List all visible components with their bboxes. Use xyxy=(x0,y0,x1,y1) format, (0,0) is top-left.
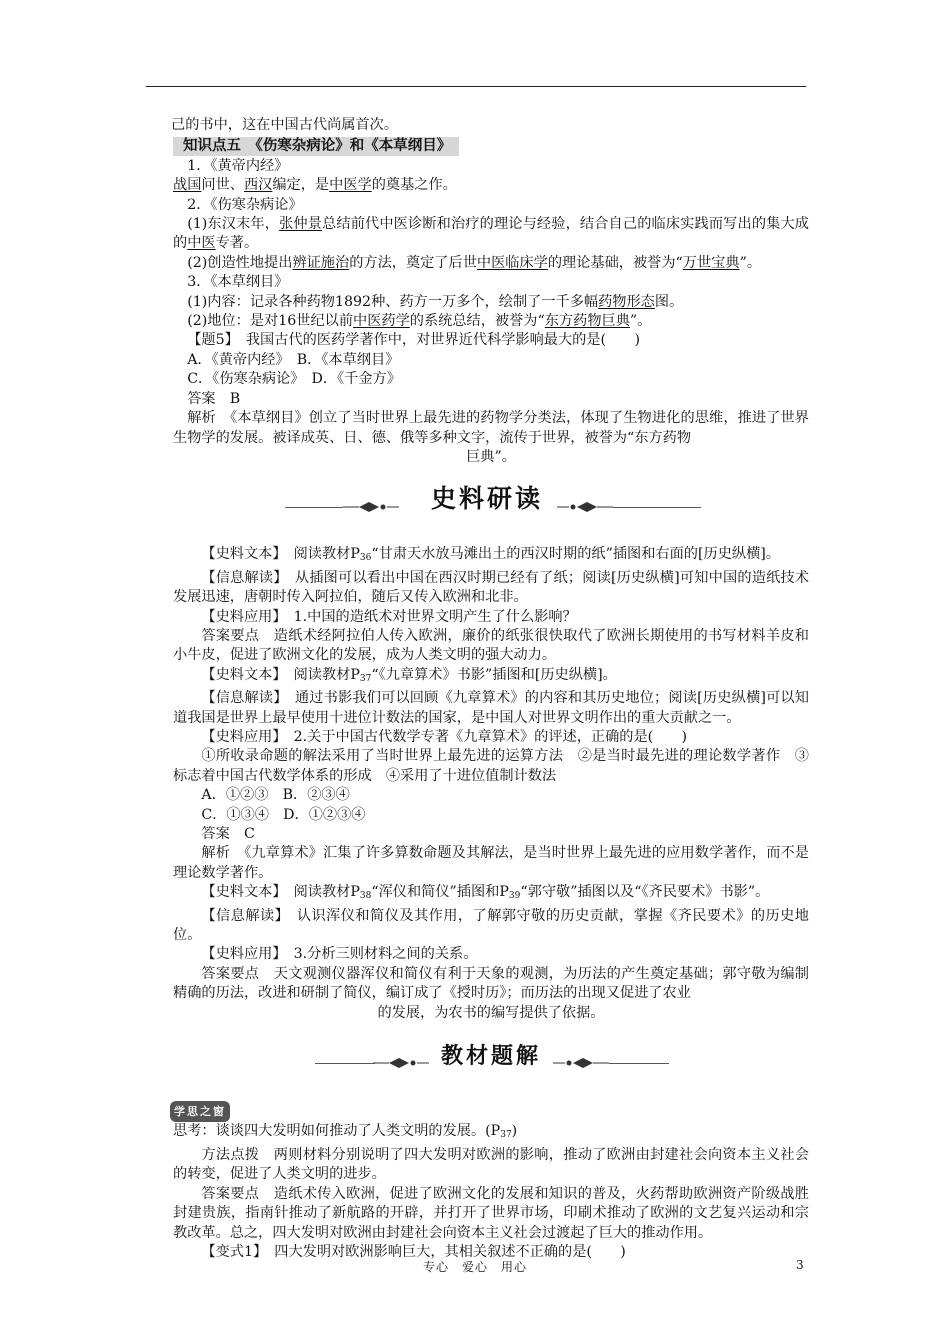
section-title: 教材题解 xyxy=(441,1044,542,1070)
option-ab: A．①②③ B．②③④ xyxy=(201,787,350,804)
section-banner-sources xyxy=(173,483,809,533)
document-body xyxy=(173,116,809,1262)
ornament-icon xyxy=(553,1055,609,1071)
page-number: 3 xyxy=(796,1258,804,1272)
ornament-icon xyxy=(557,499,613,515)
banner-line-left xyxy=(285,507,343,508)
banner-line-right xyxy=(609,1063,669,1064)
info-reading-3: 【信息解读】 认识浑仪和简仪及其作用，了解郭守敬的历史贡献，掌握《齐民要术》的历史地位。 xyxy=(173,907,809,944)
answer: 答案 B xyxy=(187,390,241,407)
method-tip: 方法点拨 两则材料分别说明了四大发明对欧洲的影响，推动了欧洲由封建社会向资本主义社会的转变，促进了人类文明的进步。 xyxy=(173,1146,809,1183)
explanation: 解析 《九章算术》汇集了许多算数命题及其解法，是当时世界上最先进的应用数学著作，而不是理论数学著作。 xyxy=(173,845,809,881)
banner-line-right xyxy=(613,507,701,508)
footer-slogan: 专心 爱心 用心 xyxy=(422,1260,527,1274)
source-reading xyxy=(173,545,809,1023)
info-reading-2: 【信息解读】 通过书影我们可以回顾《九章算术》的内容和其历史地位；阅读[历史纵横]可以知道我国是世界上最早使用十进位计数法的国家，是中国人对世界文明作出的重大贡献之一。 xyxy=(173,690,809,726)
banner-line-left xyxy=(315,1063,375,1064)
source-text-1: 【史料文本】 阅读教材$P_{36}“$甘肃天水放马滩出土的西汉时期的纸”插图和右面的[历史纵横]。 xyxy=(201,546,781,564)
textbook-answers xyxy=(173,1101,809,1262)
question-5: 【题5】 我国古代的医药学著作中，对世界近代科学影响最大的是( ) xyxy=(187,332,640,349)
item-2: 2．《伤寒杂病论》 xyxy=(187,196,303,213)
header-rule xyxy=(146,86,806,87)
section-title: 史料研读 xyxy=(431,484,544,514)
option-cd: C．①③④ D．①②③④ xyxy=(201,806,366,823)
answer-points-3-end: 的发展，为农书的编写提供了依据。 xyxy=(377,1004,605,1021)
source-text-2: 【史料文本】 阅读教材$P_{37}“$《九章算术》书影”插图和[历史纵横]。 xyxy=(201,666,617,684)
option-cd: C．《伤寒杂病论》 D．《千金方》 xyxy=(187,371,401,388)
item-3-detail-1: (1)内容：记录各种药物1892种、药方一万多个，绘制了一千多幅药物形态图。 xyxy=(187,293,684,310)
think-question: 思考：谈谈四大发明如何推动了人类文明的发展。$(P_{37})$ xyxy=(173,1123,518,1141)
answer: 答案 C xyxy=(201,826,255,842)
ornament-icon xyxy=(343,499,399,515)
item-2-detail-1: (1)东汉末年，张仲景总结前代中医诊断和治疗的理论与经验，结合自己的临床实践而写出的集大成的中医专著。 xyxy=(173,216,809,252)
item-3-detail-2: (2)地位：是对16世纪以前中医药学的系统总结，被誉为“东方药物巨典”。 xyxy=(187,313,652,330)
option-ab: A．《黄帝内经》 B．《本草纲目》 xyxy=(187,351,400,368)
study-window-badge: 学思之窗 xyxy=(170,1101,230,1122)
choices-2: ①所收录命题的解法采用了当时世界上最先进的运算方法 ②是当时最先进的理论数学著作 ③标志着中国古代数学体系的形成 ④采用了十进位值制计数法 xyxy=(173,748,809,784)
variant-1: 【变式1】 四大发明对欧洲影响巨大，其相关叙述不正确的是( ) xyxy=(201,1243,626,1260)
explanation: 解析 《本草纲目》创立了当时世界上最先进的药物学分类法，体现了生物进化的思维，推进了世界生物学的发展。被译成英、日、德、俄等多种文字，流传于世界，被誉为“东方药物 xyxy=(173,410,809,446)
source-text-3: 【史料文本】 阅读教材$P_{38}“$浑仪和简仪”插图和$P_{39}“$郭守敬”插图以及“《齐民要术》书影”。 xyxy=(201,884,770,902)
item-1: 1．《黄帝内经》 xyxy=(187,157,289,174)
answer-points: 答案要点 造纸术传入欧洲，促进了欧洲文化的发展和知识的普及，火药帮助欧洲资产阶级战胜封建贵族，指南针推动了新航路的开辟，并打开了世界市场，印刷术推动了欧洲的文艺复兴运动和宗教改革。总之，四大发明对欧洲由封建社会向资本主义社会过渡起了巨大的推动作用。 xyxy=(173,1185,809,1241)
answer-points-1: 答案要点 造纸术经阿拉伯人传入欧洲，廉价的纸张很快取代了欧洲长期使用的书写材料羊皮和小牛皮，促进了欧洲文化的发展，成为人类文明的强大动力。 xyxy=(173,627,809,664)
knowledge-point-5 xyxy=(173,135,809,467)
info-reading-1: 【信息解读】 从插图可以看出中国在西汉时期已经有了纸；阅读[历史纵横]可知中国的造纸技术发展迅速，唐朝时传入阿拉伯，随后又传入欧洲和北非。 xyxy=(173,569,809,606)
explanation-end: 巨典”。 xyxy=(466,448,516,465)
ornament-icon xyxy=(373,1055,429,1071)
item-1-detail: 战国问世、西汉编定，是中医学的奠基之作。 xyxy=(173,177,457,194)
source-apply-2: 【史料应用】 2.关于中国古代数学专著《九章算术》的评述，正确的是( ) xyxy=(201,728,688,745)
section-heading: 知识点五 《伤寒杂病论》和《本草纲目》 xyxy=(173,137,459,156)
item-3: 3．《本草纲目》 xyxy=(187,274,289,291)
section-banner-textbook xyxy=(173,1039,809,1089)
source-apply-1: 【史料应用】 1.中国的造纸术对世界文明产生了什么影响？ xyxy=(201,608,577,625)
answer-points-3: 答案要点 天文观测仪器浑仪和简仪有利于天象的观测，为历法的产生奠定基础；郭守敬为编制精确的历法，改进和研制了简仪，编订成了《授时历》；而历法的出现又促进了农业 xyxy=(173,965,809,1002)
badge-line xyxy=(173,1101,809,1122)
item-2-detail-2: (2)创造性地提出辨证施治的方法，奠定了后世中医临床学的理论基础，被誉为“万世宝典”。 xyxy=(187,254,762,271)
text-line: 己的书中，这在中国古代尚属首次。 xyxy=(171,117,399,133)
source-apply-3: 【史料应用】 3.分析三则材料之间的关系。 xyxy=(201,946,478,963)
